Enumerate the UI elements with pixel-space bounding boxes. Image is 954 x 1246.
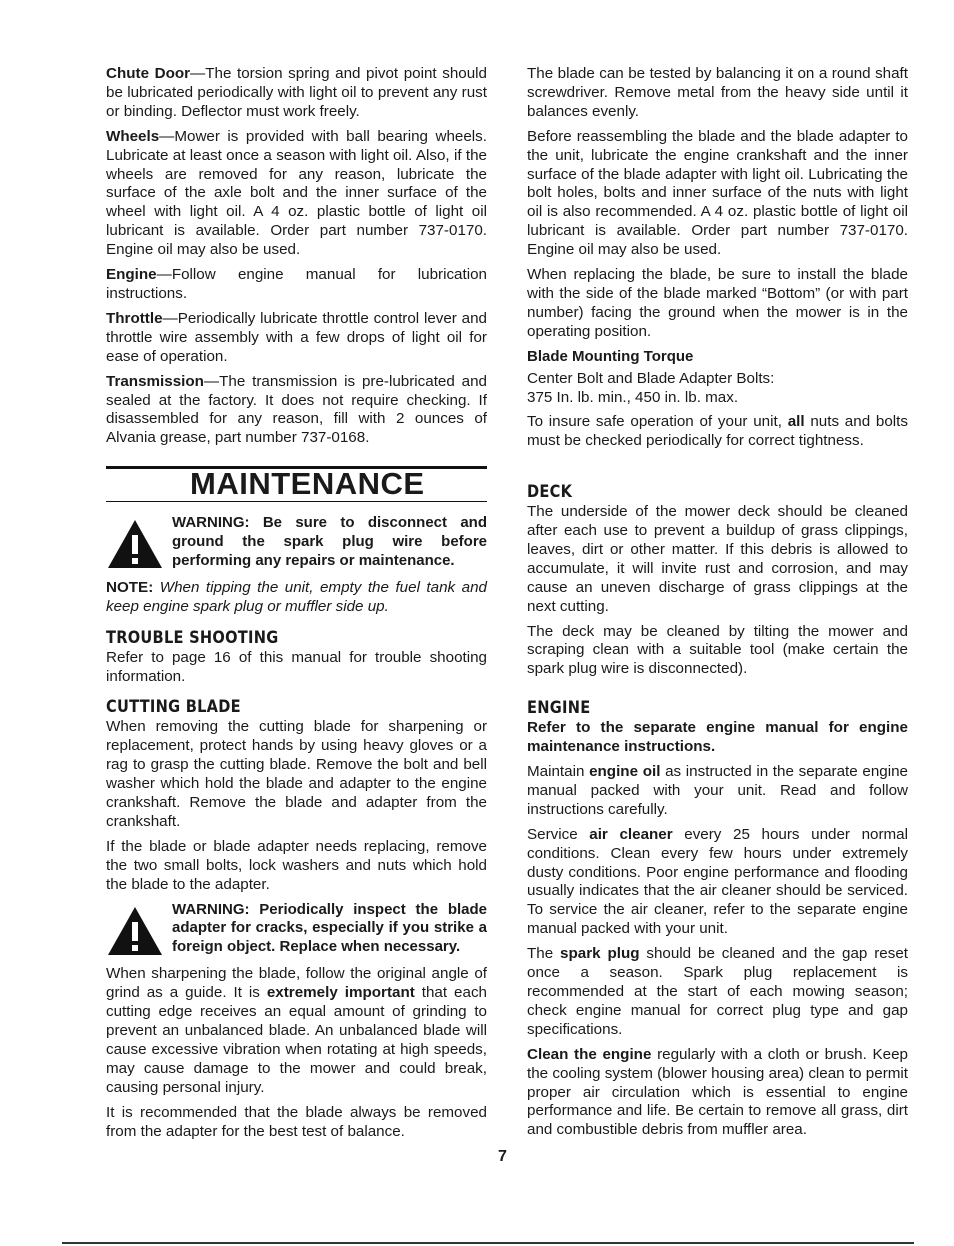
warning-text: WARNING: Be sure to disconnect and ground the spark plug wire before performing any repairs or maintenance. [172,514,487,570]
right-column [527,65,908,1146]
warning-text: WARNING: Periodically inspect the blade adapter for cracks, especially if you strike a foreign object. Replace when necessary. [172,900,487,956]
torque-line-2: 375 In. lb. min., 450 in. lb. max. [527,388,739,406]
balance-recommend-paragraph: It is recommended that the blade always be removed from the adapter for the best test of balance. [106,1103,487,1140]
maintenance-header [106,466,487,502]
sharpening-paragraph [106,965,487,1097]
transmission-paragraph: Transmission—The transmission is pre-lubricated and sealed at the factory. It does not require checking. If disassembled for any reason, fill with 2 ounces of Alvania grease, part number 737-0168. [106,372,487,447]
warning-triangle-icon [106,518,164,570]
engine-oil-text-cont: as instructed in the separate engine manual packed with your unit. Read and follow instructions carefully. [527,763,908,818]
air-cleaner-text-cont: every 25 hours under normal conditions. Clean every few hours under extremely dusty conditions. Poor engine performance and flooding usually indicates that the air cleaner should be serviced. To service the air cleaner, refer to the separate engine manual packed with your unit. [527,825,908,938]
blade-adapter-paragraph: If the blade or blade adapter needs replacing, remove the two small bolts, lock washers and nuts which hold the blade to the adapter. [106,837,487,893]
trouble-shooting-heading: TROUBLE SHOOTING [106,627,279,648]
throttle-text: Periodically lubricate throttle control lever and throttle wire assembly with a few drops of light oil for ease of operation. [106,309,487,365]
wheels-term: Wheels [106,127,160,145]
transmission-term: Transmission [106,372,204,390]
deck-heading: DECK [527,482,573,503]
sharpening-text-cont: that each cutting edge receives an equal amount of grinding to prevent an unbalanced blade. An unbalanced blade will cause excessive vibration when rotating at high speeds, may cause damage to the mower and could break, causing personal injury. [106,984,487,1096]
safe-emphasis: all [787,413,805,431]
transmission-text: The transmission is pre-lubricated and sealed at the factory. It does not require checking. If disassembled for any reason, fill with 2 ounces of Alvania grease, part number 737-0168. [106,372,487,447]
engine-refer-paragraph: Refer to the separate engine manual for engine maintenance instructions. [527,719,908,756]
spark-plug-text: The [527,945,561,963]
warning-disconnect [106,514,487,571]
replacing-paragraph: When replacing the blade, be sure to install the blade with the side of the blade marked “Bottom” (or with part number) facing the ground when the mower is in the operating position. [527,266,908,340]
chute-door-paragraph: Chute Door—The torsion spring and pivot point should be lubricated periodically with light oil to prevent any rust or binding. Deflector must work freely. [106,65,487,120]
engine-lube-paragraph: Engine—Follow engine manual for lubrication instructions. [106,266,487,302]
spark-plug-paragraph [527,945,908,1040]
trouble-shooting-text: Refer to page 16 of this manual for trouble shooting information. [106,648,487,685]
safe-text: To insure safe operation of your unit, [527,413,788,431]
engine-lube-text: Follow engine manual for lubrication instructions. [106,266,487,302]
warning-triangle-icon [106,905,164,957]
engine-oil-emphasis: engine oil [589,763,661,780]
engine-oil-paragraph [527,763,908,820]
deck-paragraph-2: The deck may be cleaned by tilting the mower and scraping clean with a suitable tool (make certain the spark plug wire is disconnected). [527,622,908,678]
chute-door-text: The torsion spring and pivot point should be lubricated periodically with light oil to prevent any rust or binding. Deflector must work freely. [106,65,487,120]
clean-engine-emphasis: Clean the engine [527,1045,652,1063]
note-text: When tipping the unit, empty the fuel tank and keep engine spark plug or muffler side up. [106,578,487,615]
spark-plug-emphasis: spark plug [560,945,640,963]
air-cleaner-paragraph [527,826,908,939]
torque-line-1: Center Bolt and Blade Adapter Bolts: [527,369,775,387]
warning-blade-adapter [106,901,487,958]
note-label: NOTE: [106,578,154,596]
maintenance-title: MAINTENANCE [190,466,425,502]
page-number: 7 [498,1148,507,1165]
sharpening-text: When sharpening the blade, follow the original angle of grind as a guide. It is [106,965,487,1002]
throttle-paragraph: Throttle—Periodically lubricate throttle control lever and throttle wire assembly with a few drops of light oil for ease of operation. [106,309,487,365]
engine-term: Engine [106,266,157,284]
clean-engine-paragraph [527,1046,908,1141]
engine-oil-text: Maintain [527,763,590,780]
safe-text-cont: nuts and bolts must be checked periodically for correct tightness. [527,413,908,450]
spark-plug-text-cont: should be cleaned and the gap reset once a season. Spark plug replacement is recommended at the start of each mowing season; check engine manual for correct plug type and gap specifications. [527,945,908,1038]
torque-heading: Blade Mounting Torque [527,347,694,365]
balance-test-paragraph: The blade can be tested by balancing it on a round shaft screwdriver. Remove metal from the heavy side until it balances evenly. [527,65,908,120]
wheels-text: Mower is provided with ball bearing wheels. Lubricate at least once a season with light oil. Also, if the wheels are removed for any reason, lubricate the surface of the axle bolt and the inner surface of the wheel with light oil. A 4 oz. plastic bottle of light oil lubricant is available. Order part number 737-0170. Engine oil may also be used. [106,127,487,259]
throttle-term: Throttle [106,309,163,327]
cutting-blade-paragraph: When removing the cutting blade for sharpening or replacement, protect hands by using heavy gloves or a rag to grasp the cutting blade. Remove the bolt and bell washer which hold the blade and adapter to the engine crankshaft. Remove the blade and adapter from the crankshaft. [106,718,487,830]
wheels-paragraph: Wheels—Mower is provided with ball bearing wheels. Lubricate at least once a season with light oil. Also, if the wheels are removed for any reason, lubricate the surface of the axle bolt and the inner surface of the wheel with light oil. A 4 oz. plastic bottle of light oil lubricant is available. Order part number 737-0170. Engine oil may also be used. [106,127,487,259]
air-cleaner-emphasis: air cleaner [589,825,673,843]
chute-door-term: Chute Door [106,65,191,82]
deck-paragraph-1: The underside of the mower deck should be cleaned after each use to prevent a buildup of grass clippings, leaves, dirt or other matter. If this debris is allowed to accumulate, it will invite rust and corrosion, and may cause an uneven discharge of grass clippings at the next cutting. [527,503,908,615]
engine-heading: ENGINE [527,698,591,719]
cutting-blade-heading: CUTTING BLADE [106,697,241,718]
clean-engine-text: regularly with a cloth or brush. Keep the cooling system (blower housing area) clean to permit proper air circulation which is essential to engine performance and life. Be certain to remove all grass, dirt and combustible debris from muffler area. [527,1045,908,1139]
left-column [106,65,487,1147]
reassemble-paragraph: Before reassembling the blade and the blade adapter to the unit, lubricate the engine crankshaft and the inner surface of the blade adapter with light oil. Lubricating the bolt holes, bolts and inner surface of the nuts with light oil is also recommended. A 4 oz. plastic bottle of light oil lubricant is available. Order part number 737-0170. Engine oil may also be used. [527,127,908,259]
safe-operation-paragraph [527,413,908,451]
air-cleaner-text: Service [527,825,590,843]
sharpening-emphasis: extremely important [266,984,415,1002]
footer-rule [62,1242,914,1244]
divider [106,501,487,502]
note-paragraph [106,579,487,617]
